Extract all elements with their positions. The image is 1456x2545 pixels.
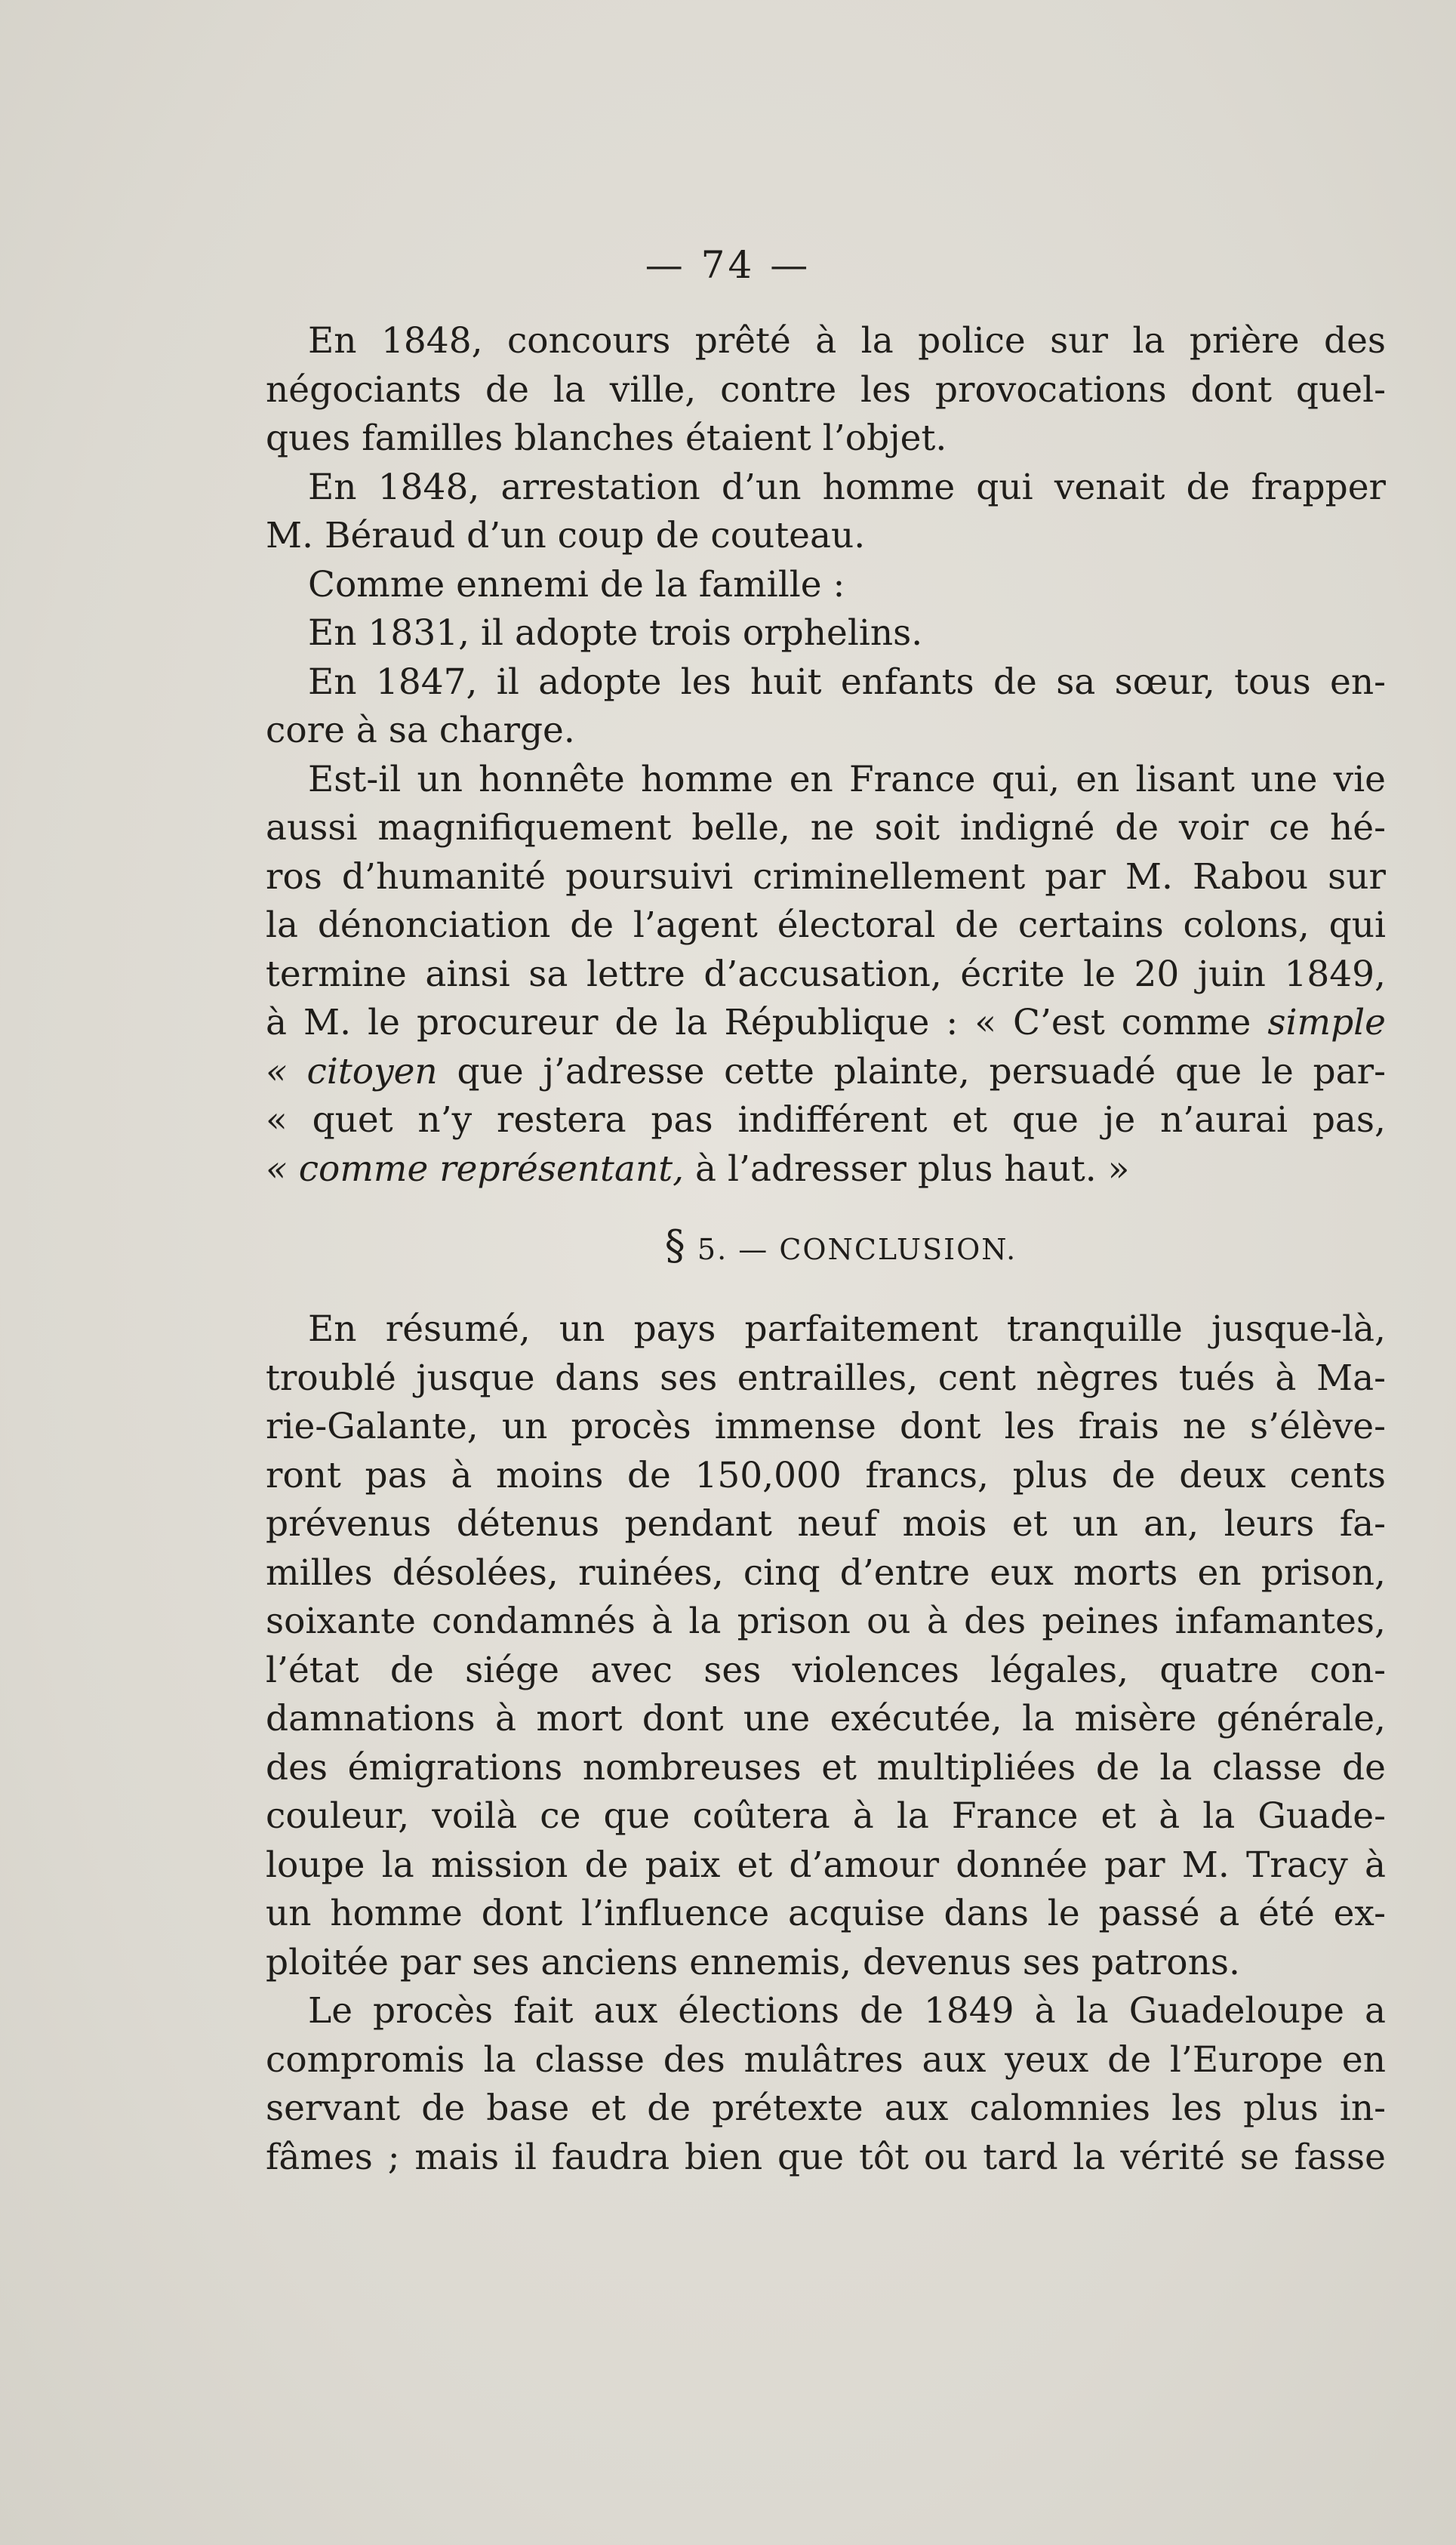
section-number: 5. — [697, 1233, 728, 1266]
text-line: des émigrations nombreuses et multipliées de la classe de — [266, 1746, 1386, 1789]
text-line: En 1831, il adopte trois orphelins. — [308, 612, 923, 654]
text-line: servant de base et de prétexte aux calomnies les plus in- — [266, 2087, 1386, 2129]
text-line: ques familles blanches étaient l’objet. — [266, 417, 947, 459]
italic-text: simple — [1267, 1002, 1386, 1043]
text-span: que j’adresse cette plainte, persuadé que le par- — [457, 1050, 1387, 1092]
text-line: compromis la classe des mulâtres aux yeux de l’Europe en — [266, 2038, 1386, 2081]
text-line: troublé jusque dans ses entrailles, cent nègres tués à Ma- — [266, 1357, 1386, 1399]
text-line: M. Béraud d’un coup de couteau. — [266, 515, 866, 556]
paragraphs-top — [266, 317, 1386, 999]
text-line: la dénonciation de l’agent électoral de certains colons, qui — [266, 904, 1386, 946]
text-line: Comme ennemi de la famille : — [308, 563, 845, 605]
body-text — [266, 317, 1386, 2182]
text-line: En 1848, concours prêté à la police sur la prière des — [308, 320, 1386, 362]
italic-text: « comme représentant, — [266, 1148, 685, 1190]
quote-line-3: « quet n’y restera pas indifférent et que je n’aurai pas, — [266, 1099, 1386, 1141]
text-line: Est-il un honnête homme en France qui, en lisant une vie — [308, 758, 1386, 800]
text-line: En résumé, un pays parfaitement tranquille jusque-là, — [308, 1308, 1386, 1350]
text-line: Le procès fait aux élections de 1849 à la Guadeloupe a — [308, 1990, 1386, 2032]
text-line: core à sa charge. — [266, 710, 575, 751]
text-line: damnations à mort dont une exécutée, la misère générale, — [266, 1698, 1386, 1739]
text-line: loupe la mission de paix et d’amour donnée par M. Tracy à — [266, 1844, 1386, 1886]
text-line: termine ainsi sa lettre d’accusation, écrite le 20 juin 1849, — [266, 953, 1386, 995]
section-title: CONCLUSION. — [779, 1233, 1017, 1266]
section-heading — [266, 1219, 1386, 1272]
text-line: ros d’humanité poursuivi criminellement par M. Rabou sur — [266, 855, 1386, 898]
text-line: couleur, voilà ce que coûtera à la France et à la Guade- — [266, 1795, 1386, 1837]
text-line: aussi magnifiquement belle, ne soit indigné de voir ce hé- — [266, 807, 1386, 849]
section-symbol: § — [664, 1222, 687, 1269]
spacer — [266, 1272, 1386, 1305]
text-line: prévenus détenus pendant neuf mois et un an, leurs fa- — [266, 1503, 1386, 1545]
quote-line-2 — [266, 1048, 1386, 1097]
section-dash: — — [738, 1233, 769, 1266]
quote-line-4 — [266, 1145, 1386, 1194]
text-span: à M. le procureur de la République : « C’est comme — [266, 1002, 1251, 1043]
text-line: ront pas à moins de 150,000 francs, plus de deux cents — [266, 1454, 1386, 1496]
text-line: ploitée par ses anciens ennemis, devenus ses patrons. — [266, 1941, 1240, 1983]
quote-line-1 — [266, 999, 1386, 1048]
text-line: l’état de siége avec ses violences légales, quatre con- — [266, 1649, 1386, 1691]
text-line: En 1848, arrestation d’un homme qui venait de frapper — [308, 466, 1386, 508]
spacer — [266, 1194, 1386, 1219]
italic-text: « citoyen — [266, 1050, 438, 1092]
text-line: soixante condamnés à la prison ou à des peines infamantes, — [266, 1601, 1386, 1642]
text-line: un homme dont l’influence acquise dans le passé a été ex- — [266, 1893, 1386, 1934]
text-line: rie-Galante, un procès immense dont les frais ne s’élève- — [266, 1406, 1386, 1447]
text-line: fâmes ; mais il faudra bien que tôt ou tard la vérité se fasse — [266, 2136, 1386, 2178]
paragraphs-bottom — [266, 1305, 1386, 2182]
text-line: milles désolées, ruinées, cinq d’entre eux morts en prison, — [266, 1551, 1386, 1594]
text-line: négociants de la ville, contre les provocations dont quel- — [266, 368, 1386, 411]
page-number: — 74 — — [645, 243, 811, 287]
text-span: à l’adresser plus haut. » — [695, 1148, 1130, 1190]
text-line: En 1847, il adopte les huit enfants de sa sœur, tous en- — [308, 661, 1386, 703]
